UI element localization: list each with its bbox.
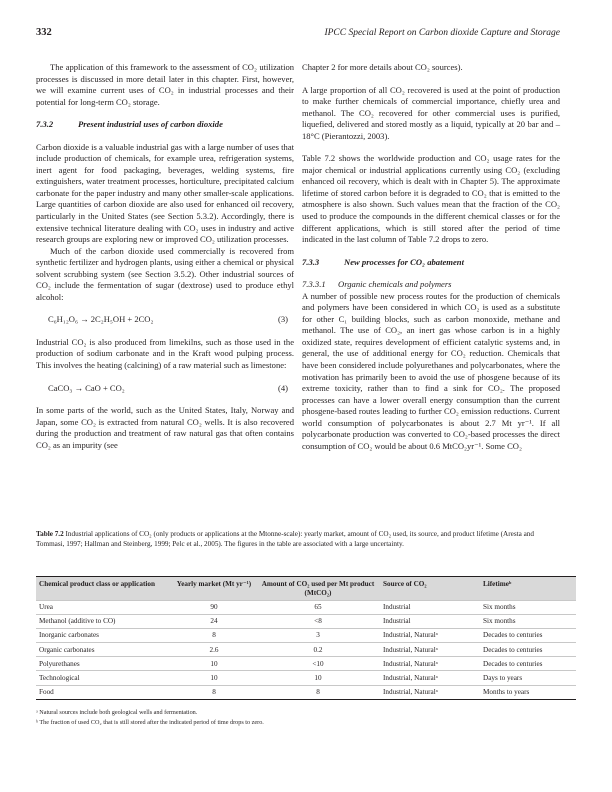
paragraph: Chapter 2 for more details about CO₂ sources). xyxy=(302,62,463,72)
table-cell: 8 xyxy=(172,685,256,699)
column-header: Lifetimeᵇ xyxy=(480,577,576,601)
table-cell: Decades to centuries xyxy=(480,643,576,657)
column-header: Source of CO₂ xyxy=(380,577,480,601)
table-label: Table 7.2 xyxy=(36,530,64,538)
section-heading: 7.3.3 New processes for CO₂ abatement xyxy=(302,256,464,267)
table-row xyxy=(36,615,576,629)
table-cell: Industrial, Naturalᵃ xyxy=(380,643,480,657)
table-cell: 8 xyxy=(256,685,380,699)
table-footnote-a: ᵃ Natural sources include both geological wells and fermentation. xyxy=(36,709,198,716)
table-cell: Industrial xyxy=(380,615,480,629)
table-cell: Industrial, Naturalᵃ xyxy=(380,685,480,699)
table-cell: Decades to centuries xyxy=(480,629,576,643)
table-cell: Urea xyxy=(36,601,172,615)
equation-body: C₆H₁₂O₆ → 2C₂H₅OH + 2CO₂ xyxy=(48,314,154,325)
table-cell: 8 xyxy=(172,629,256,643)
table-cell: 10 xyxy=(256,671,380,685)
industrial-uses-table xyxy=(36,576,576,700)
table-cell: Industrial, Naturalᵃ xyxy=(380,671,480,685)
paragraph: Table 7.2 shows the worldwide production and CO₂ usage rates for the major chemical or industrial applications currently using CO₂ (excluding enhanced oil recovery, which is dealt with in Chapter 5). The approximate lifetime of stored carbon before it is degraded to CO₂ that is emitted to the atmosphere is also shown. Such values mean that the fraction of the CO₂ used to produce the compounds in the different chemical classes or for the different applications, which is still stored after the period of time indicated in the last column of Table 7.2 drops to zero. xyxy=(302,153,560,245)
table-cell: Polyurethanes xyxy=(36,657,172,671)
left-column xyxy=(36,62,294,451)
table-caption xyxy=(36,530,564,549)
table-cell: Technological xyxy=(36,671,172,685)
equation-body: CaCO₃ → CaO + CO₂ xyxy=(48,382,125,393)
table-cell: 90 xyxy=(172,601,256,615)
column-header: Amount of CO₂ used per Mt product (MtCO₂) xyxy=(256,577,380,601)
table-cell: Methanol (additive to CO) xyxy=(36,615,172,629)
equation-number: (3) xyxy=(278,314,288,325)
table-cell: 10 xyxy=(172,657,256,671)
right-column xyxy=(302,62,560,452)
paragraph: Much of the carbon dioxide used commercially is recovered from synthetic fertilizer and hydrogen plants, using either a chemical or physical solvent scrubbing system (see Section 3.5.2). Other industrial sources of CO₂ include the fermentation of sugar (dextrose) used to produce ethyl alcohol: xyxy=(36,245,294,302)
table-cell: 24 xyxy=(172,615,256,629)
table-cell: Six months xyxy=(480,615,576,629)
column-header: Yearly market (Mt yr⁻¹) xyxy=(172,577,256,601)
paragraph: Carbon dioxide is a valuable industrial gas with a large number of uses that include production of chemicals, for example urea, refrigeration systems, inert agent for food packaging, beverages, welding systems, fire extinguishers, water treatment processes, horticulture, precipitated calcium carbonate for the paper industry and many other smaller-scale applications. Large quantities of carbon dioxide are also used for enhanced oil recovery, particularly in the United States (see Section 5.3.2). Accordingly, there is extensive technical literature dealing with CO₂ uses in industry and active research groups are exploring new or improved CO₂ utilization processes. xyxy=(36,141,294,245)
table-cell: 10 xyxy=(172,671,256,685)
table-cell: 65 xyxy=(256,601,380,615)
table-cell: 0.2 xyxy=(256,643,380,657)
section-heading: 7.3.2 Present industrial uses of carbon dioxide xyxy=(36,119,223,130)
table-cell: Food xyxy=(36,685,172,699)
paragraph: The application of this framework to the assessment of CO₂ utilization processes is discussed in more detail later in this chapter. First, however, we will examine current uses of CO₂ in industrial processes and their potential for long-term CO₂ storage. xyxy=(36,62,294,107)
table-row xyxy=(36,643,576,657)
table-row xyxy=(36,685,576,699)
table-cell: Industrial xyxy=(380,601,480,615)
equation-4 xyxy=(36,383,294,395)
paragraph: Industrial CO₂ is also produced from limekilns, such as those used in the production of sodium carbonate and in the Kraft wood pulping process. This involves the heating (calcining) of a raw material such as limestone: xyxy=(36,336,294,371)
paragraph: In some parts of the world, such as the United States, Italy, Norway and Japan, some CO₂ is extracted from natural CO₂ wells. It is also recovered during the production and treatment of raw natural gas that often contains CO₂ as an impurity (see xyxy=(36,405,294,450)
table-row xyxy=(36,601,576,615)
running-title: IPCC Special Report on Carbon dioxide Capture and Storage xyxy=(324,28,560,38)
column-header: Chemical product class or application xyxy=(36,577,172,601)
table-row xyxy=(36,671,576,685)
table-cell: Industrial, Naturalᵃ xyxy=(380,657,480,671)
table-cell: Days to years xyxy=(480,671,576,685)
table-cell: Industrial, Naturalᵃ xyxy=(380,629,480,643)
table-cell: Months to years xyxy=(480,685,576,699)
equation-number: (4) xyxy=(278,382,288,393)
table-caption-text: Industrial applications of CO₂ (only products or applications at the Mtonne-scale): yearly market, amount of CO₂ used, its source, and product lifetime (Aresta and Tommasi, 1997; Hallman and Steinberg, 1999; Pelc et al., 2005). The figures in the table are associated with a large uncertainty. xyxy=(36,530,534,548)
table-header-row xyxy=(36,577,576,601)
page-number: 332 xyxy=(36,27,52,38)
equation-3 xyxy=(36,314,294,326)
table-cell: 2.6 xyxy=(172,643,256,657)
table-cell: Organic carbonates xyxy=(36,643,172,657)
table-cell: <10 xyxy=(256,657,380,671)
table-cell: Six months xyxy=(480,601,576,615)
table-cell: Inorganic carbonates xyxy=(36,629,172,643)
table-cell: Decades to centuries xyxy=(480,657,576,671)
table-cell: <8 xyxy=(256,615,380,629)
subsection-heading: 7.3.3.1 Organic chemicals and polymers xyxy=(302,279,452,290)
table-row xyxy=(36,629,576,643)
paragraph: A large proportion of all CO₂ recovered is used at the point of production to make further chemicals of commercial importance, chiefly urea and methanol. The CO₂ recovered for other commercial uses is purified, liquefied, delivered and stored mostly as a liquid, typically at 20 bar and –18°C (Pierantozzi, 2003). xyxy=(302,84,560,141)
table-cell: 3 xyxy=(256,629,380,643)
table-row xyxy=(36,657,576,671)
paragraph: A number of possible new process routes for the production of chemicals and polymers have been considered in which CO₂ is used as a substitute for other C₁ building blocks, such as carbon monoxide, methane and methanol. The use of CO₂, an inert gas whose carbon is in a highly oxidized state, requires development of efficient catalytic systems and, in general, the use of additional energy for CO₂ reduction. Chemicals that have been considered include polyurethanes and polycarbonates, where the motivation has primarily been to avoid the use of phosgene because of its extreme toxicity, rather than to find a sink for CO₂. The proposed processes can have a lower overall energy consumption than the current phosgene-based routes leading to further CO₂ emission reductions. Current world consumption of polycarbonates is about 2.7 Mt yr⁻¹. If all polycarbonate production was converted to CO₂-based processes the direct consumption of CO₂ would be about 0.6 MtCO₂yr⁻¹. Some CO₂ xyxy=(302,290,560,451)
table-footnote-b: ᵇ The fraction of used CO₂ that is still stored after the indicated period of time drops to zero. xyxy=(36,719,264,726)
